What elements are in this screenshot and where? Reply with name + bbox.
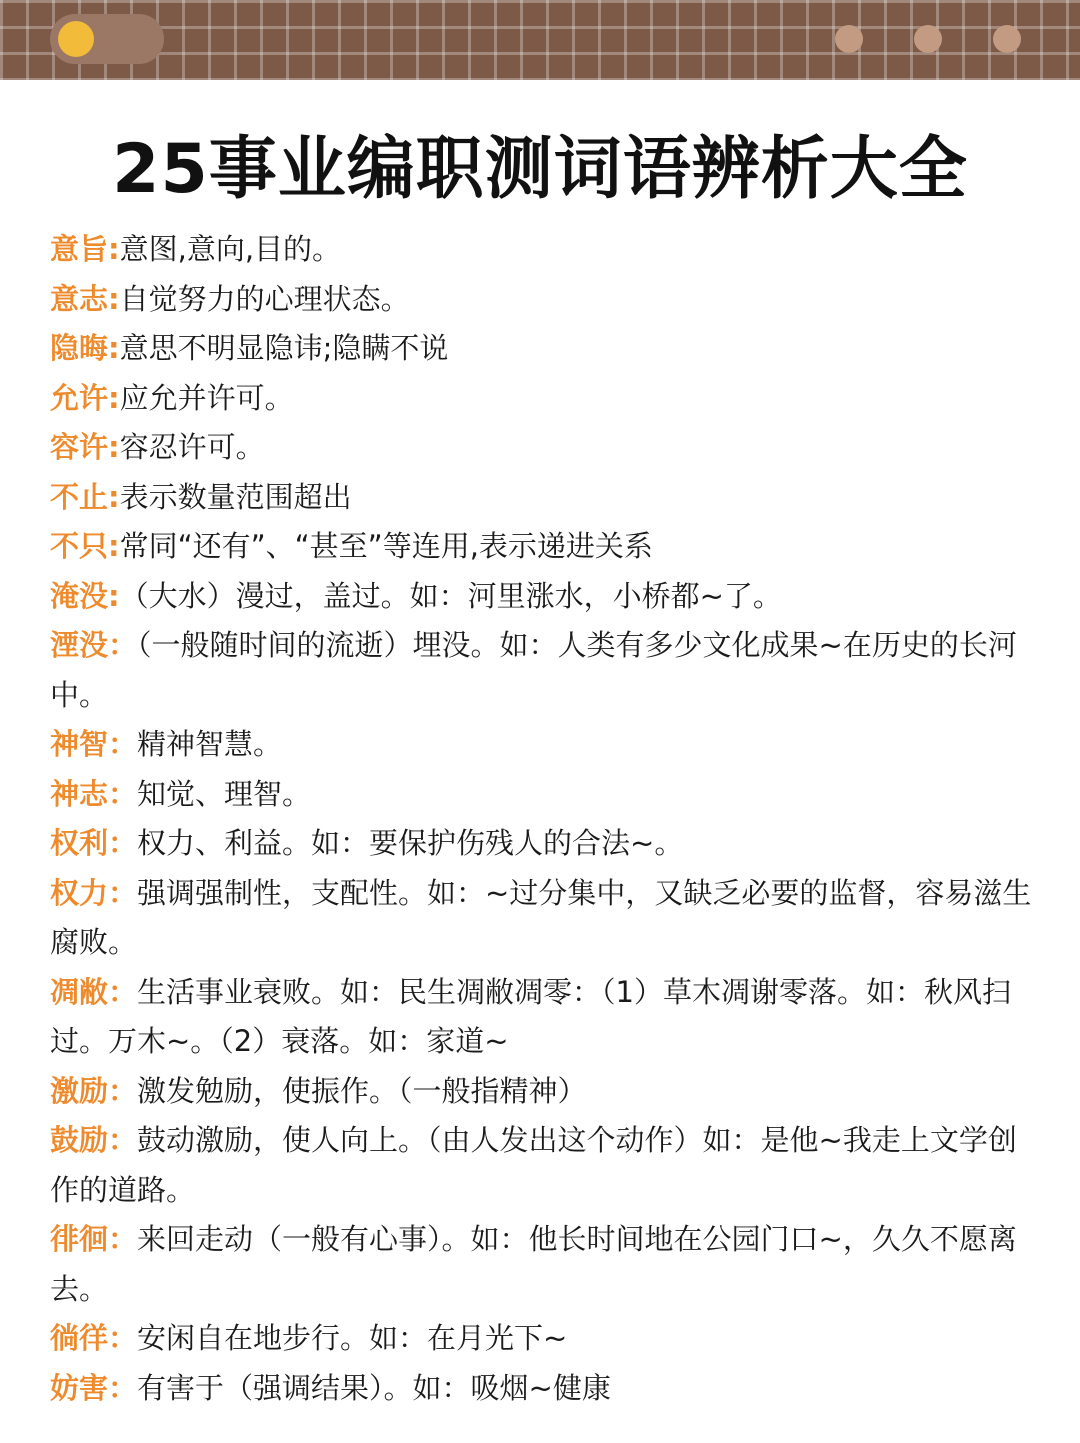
- vocab-entry: [50, 720, 1035, 770]
- vocab-definition: 来回走动（一般有心事）。如：他长时间地在公园门口~，久久不愿离去。: [50, 1222, 1017, 1306]
- decorative-header-bar: [0, 0, 1080, 80]
- vocab-entry: [50, 473, 1035, 523]
- vocab-entry: [50, 374, 1035, 424]
- vocab-definition: 表示数量范围超出: [119, 479, 352, 514]
- header-dot-3: [993, 25, 1021, 53]
- vocab-definition: （一般随时间的流逝）埋没。如：人类有多少文化成果~在历史的长河中。: [50, 628, 1017, 712]
- vocab-definition: 应允并许可。: [119, 380, 294, 415]
- vocab-term: 徜徉：: [50, 1321, 138, 1355]
- vocab-entry: [50, 819, 1035, 869]
- vocab-term: 鼓励：: [50, 1123, 138, 1157]
- vocab-definition: 知觉、理智。: [137, 776, 312, 811]
- vocab-entry: [50, 225, 1035, 275]
- vocab-term: 湮没：: [50, 628, 138, 662]
- vocab-term: 不只:: [50, 529, 120, 563]
- vocab-entry: [50, 1314, 1035, 1364]
- vocab-entry: [50, 423, 1035, 473]
- vocab-entry: [50, 572, 1035, 622]
- toggle-switch-graphic: [50, 14, 164, 64]
- vocab-entry: [50, 324, 1035, 374]
- toggle-knob: [58, 21, 94, 57]
- vocab-definition: 鼓动激励，使人向上。（由人发出这个动作）如：是他~我走上文学创作的道路。: [50, 1123, 1017, 1207]
- vocabulary-list: [50, 225, 1035, 1413]
- vocab-term: 淹没:: [50, 578, 120, 613]
- vocab-entry: [50, 1067, 1035, 1117]
- vocab-term: 允许:: [50, 380, 120, 415]
- vocab-term: 隐晦:: [50, 331, 120, 365]
- vocab-term: 妨害：: [50, 1370, 138, 1405]
- vocab-definition: 激发勉励，使振作。（一般指精神）: [137, 1073, 587, 1108]
- vocab-definition: 安闲自在地步行。如：在月光下~: [137, 1321, 568, 1355]
- vocab-definition: 强调强制性，支配性。如：~过分集中，又缺乏必要的监督，容易滋生腐败。: [50, 875, 1032, 959]
- vocab-definition: 意思不明显隐讳;隐瞒不说: [119, 331, 449, 365]
- vocab-term: 权力：: [50, 875, 138, 910]
- vocab-entry: [50, 770, 1035, 820]
- vocab-definition: （大水）漫过，盖过。如：河里涨水，小桥都~了。: [119, 578, 782, 613]
- vocab-definition: 自觉努力的心理状态。: [119, 281, 410, 316]
- vocab-entry: [50, 275, 1035, 325]
- vocab-term: 激励：: [50, 1073, 138, 1108]
- vocab-entry: [50, 968, 1035, 1067]
- vocab-definition: 有害于（强调结果）。如：吸烟~健康: [137, 1370, 611, 1405]
- vocab-entry: [50, 621, 1035, 720]
- vocab-term: 权利：: [50, 826, 138, 860]
- vocab-term: 不止:: [50, 479, 120, 514]
- vocab-definition: 精神智慧。: [137, 727, 283, 761]
- vocab-definition: 常同“还有”、“甚至”等连用,表示递进关系: [119, 529, 653, 563]
- vocab-definition: 生活事业衰败。如：民生凋敝凋零：（1）草木凋谢零落。如：秋风扫过。万木~。（2）衰落。如：家道~: [50, 974, 1011, 1058]
- vocab-entry: [50, 1215, 1035, 1314]
- vocab-definition: 权力、利益。如：要保护伤残人的合法~。: [137, 826, 684, 860]
- vocab-term: 意旨:: [50, 232, 120, 266]
- vocab-entry: [50, 1116, 1035, 1215]
- vocab-term: 神智：: [50, 727, 138, 761]
- vocab-entry: [50, 1364, 1035, 1414]
- vocab-definition: 容忍许可。: [119, 430, 265, 464]
- header-dot-2: [914, 25, 942, 53]
- vocab-term: 意志:: [50, 281, 120, 316]
- page-title: 25事业编职测词语辨析大全: [112, 130, 968, 209]
- vocab-entry: [50, 522, 1035, 572]
- vocab-term: 凋敝：: [50, 974, 138, 1009]
- vocab-definition: 意图,意向,目的。: [119, 232, 342, 266]
- vocab-term: 神志：: [50, 776, 138, 811]
- header-dot-1: [835, 25, 863, 53]
- vocab-entry: [50, 869, 1035, 968]
- vocab-term: 徘徊：: [50, 1222, 138, 1256]
- vocab-term: 容许:: [50, 430, 120, 464]
